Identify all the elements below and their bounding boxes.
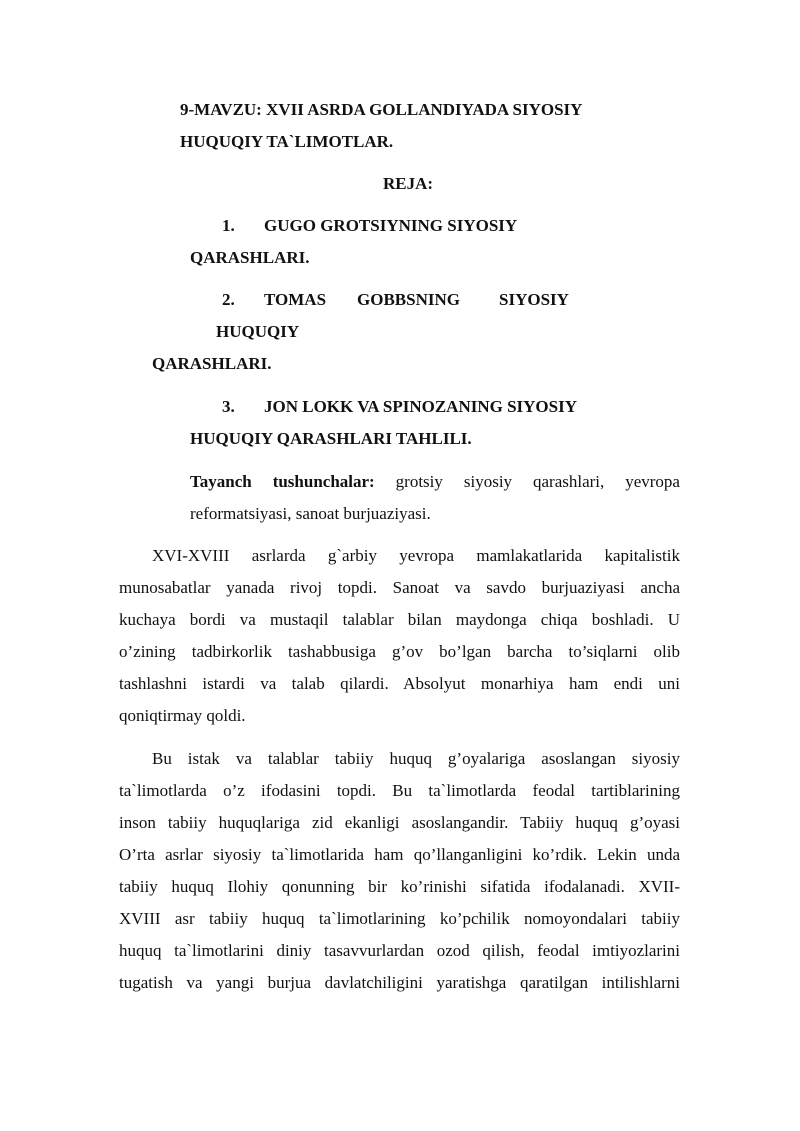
- plan-item-2-line-2: HUQUQIY: [216, 322, 300, 341]
- plan-item-1-text: GUGO GROTSIYNING SIYOSIY: [264, 216, 518, 235]
- paragraph-1-line-2: munosabatlar yanada rivoj topdi. Sanoat va savdo burjuaziyasi ancha: [119, 578, 680, 597]
- paragraph-1-line-1: XVI-XVIII asrlarda g`arbiy yevropa mamlakatlarida kapitalistik: [152, 546, 680, 565]
- plan-item-3-number: 3.: [222, 397, 235, 416]
- plan-item-1-line-2: QARASHLARI.: [190, 248, 310, 267]
- keywords-text: grotsiy siyosiy qarashlari, yevropa: [374, 472, 680, 491]
- plan-item-3-text: JON LOKK VA SPINOZANING SIYOSIY: [264, 397, 578, 416]
- title-line-2: HUQUQIY TA`LIMOTLAR.: [180, 132, 394, 151]
- keywords-line-1: [190, 466, 680, 498]
- paragraph-1-line-5: tashlashni istardi va talab qilardi. Absolyut monarhiya ham endi uni: [119, 674, 680, 693]
- plan-item-2-word-1: TOMAS: [264, 290, 327, 309]
- paragraph-1-line-6: qoniqtirmay qoldi.: [119, 706, 246, 725]
- plan-item-1: [222, 210, 517, 242]
- paragraph-2-line-5: tabiiy huquq Ilohiy qonunning bir ko’rinishi sifatida ifodalanadi. XVII-: [119, 877, 680, 896]
- keywords-line-2: reformatsiyasi, sanoat burjuaziyasi.: [190, 504, 431, 523]
- paragraph-2-line-4: O’rta asrlar siyosiy ta`limotlarida ham qo’llanganligini ko’rdik. Lekin unda: [119, 845, 680, 864]
- paragraph-2-line-7: huquq ta`limotlarini diniy tasavvurlardan ozod qilish, feodal imtiyozlarini: [119, 941, 680, 960]
- paragraph-1-line-3: kuchaya bordi va mustaqil talablar bilan maydonga chiqa boshladi. U: [119, 610, 680, 629]
- title-line-1: 9-MAVZU: XVII ASRDA GOLLANDIYADA SIYOSIY: [180, 100, 583, 119]
- keywords-label: Tayanch tushunchalar:: [190, 472, 375, 491]
- paragraph-2-line-6: XVIII asr tabiiy huquq ta`limotlarining ko’pchilik nomoyondalari tabiiy: [119, 909, 680, 928]
- paragraph-2-line-8: tugatish va yangi burjua davlatchiligini yaratishga qaratilgan intilishlarni: [119, 973, 680, 992]
- plan-item-3: [222, 391, 577, 423]
- plan-heading: REJA:: [383, 174, 434, 193]
- paragraph-1-line-4: o’zining tadbirkorlik tashabbusiga g’ov bo’lgan barcha to’siqlarni olib: [119, 642, 680, 661]
- paragraph-2-line-2: ta`limotlarda o’z ifodasini topdi. Bu ta`limotlarda feodal tartiblarining: [119, 781, 680, 800]
- plan-item-2-word-3: SIYOSIY: [499, 290, 569, 309]
- plan-item-2-number: 2.: [222, 290, 235, 309]
- plan-item-2-word-2: GOBBSNING: [357, 290, 460, 309]
- paragraph-2-line-1: Bu istak va talablar tabiiy huquq g’oyalariga asoslangan siyosiy: [152, 749, 680, 768]
- paragraph-2-line-3: inson tabiiy huquqlariga zid ekanligi asoslangandir. Tabiiy huquq g’oyasi: [119, 813, 680, 832]
- plan-item-3-line-2: HUQUQIY QARASHLARI TAHLILI.: [190, 429, 472, 448]
- plan-item-2-line-3: QARASHLARI.: [152, 354, 272, 373]
- plan-item-1-number: 1.: [222, 216, 235, 235]
